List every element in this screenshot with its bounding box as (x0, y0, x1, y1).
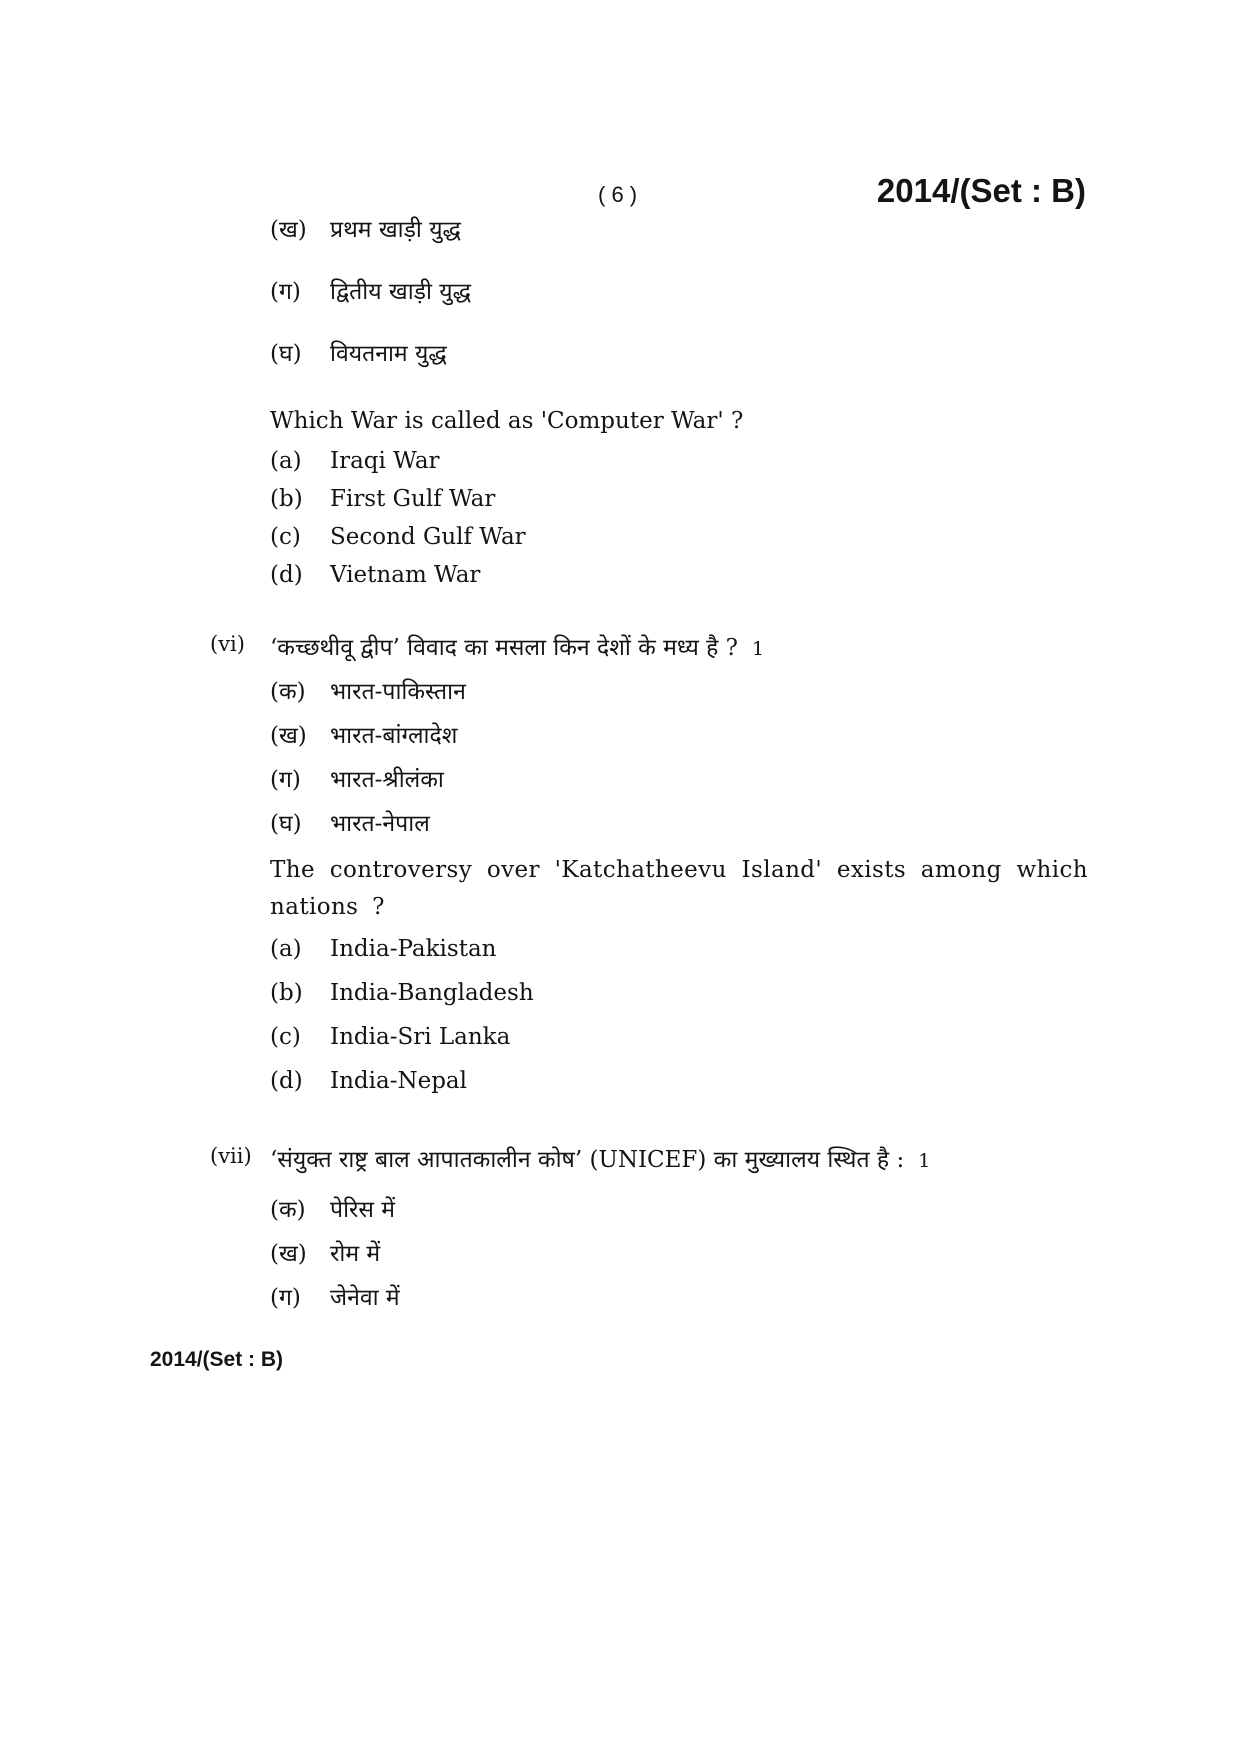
question-text: ‘कच्छथीवू द्वीप’ विवाद का मसला किन देशों के मध्य है ? (270, 635, 738, 661)
option-text: Second Gulf War (330, 524, 526, 550)
option-label: (a) (270, 936, 302, 962)
marks: 1 (918, 1150, 931, 1172)
option-text: रोम में (330, 1241, 381, 1267)
question-number: (vi) (210, 632, 245, 656)
question-text-english: The controversy over 'Katchatheevu Island' exists among which nations ? (270, 857, 1088, 920)
option-label: (b) (270, 980, 303, 1006)
option-label: (ख) (270, 723, 307, 749)
option-text: Iraqi War (330, 448, 440, 474)
option-label: (c) (270, 1024, 301, 1050)
option-text: पेरिस में (330, 1197, 396, 1223)
option-label: (d) (270, 562, 303, 588)
option-text: वियतनाम युद्ध (330, 341, 447, 367)
option-label: (ग) (270, 279, 301, 305)
marks: 1 (752, 638, 765, 660)
option-text: Vietnam War (330, 562, 481, 588)
option-text: भारत-बांग्लादेश (330, 723, 458, 749)
option-label: (a) (270, 448, 302, 474)
option-text: First Gulf War (330, 486, 496, 512)
option-label: (ख) (270, 217, 307, 243)
option-text: भारत-पाकिस्तान (330, 679, 466, 705)
question-text-english: Which War is called as 'Computer War' ? (270, 408, 744, 434)
option-text: भारत-श्रीलंका (330, 767, 444, 793)
question-text: ‘संयुक्त राष्ट्र बाल आपातकालीन कोष’ (UNICEF) का मुख्यालय स्थित है : (270, 1147, 905, 1173)
option-text: India-Sri Lanka (330, 1024, 511, 1050)
option-text: India-Bangladesh (330, 980, 534, 1006)
page-number: ( 6 ) (598, 182, 638, 207)
option-label: (घ) (270, 341, 302, 367)
option-text: भारत-नेपाल (330, 811, 430, 837)
option-label: (ख) (270, 1241, 307, 1267)
option-label: (क) (270, 679, 306, 705)
option-text: प्रथम खाड़ी युद्ध (330, 217, 461, 243)
question-text-hindi (270, 630, 764, 662)
paper-code-header: 2014/(Set : B) (876, 172, 1086, 209)
option-label: (b) (270, 486, 303, 512)
option-text: जेनेवा में (330, 1285, 400, 1311)
option-label: (क) (270, 1197, 306, 1223)
option-label: (ग) (270, 767, 301, 793)
paper-code-footer: 2014/(Set : B) (150, 1348, 284, 1371)
option-label: (ग) (270, 1285, 301, 1311)
question-text-hindi (270, 1142, 930, 1174)
question-number: (vii) (210, 1144, 252, 1168)
option-label: (घ) (270, 811, 302, 837)
option-text: India-Nepal (330, 1068, 467, 1094)
option-label: (d) (270, 1068, 303, 1094)
option-label: (c) (270, 524, 301, 550)
option-text: India-Pakistan (330, 936, 497, 962)
option-text: द्वितीय खाड़ी युद्ध (330, 279, 471, 305)
